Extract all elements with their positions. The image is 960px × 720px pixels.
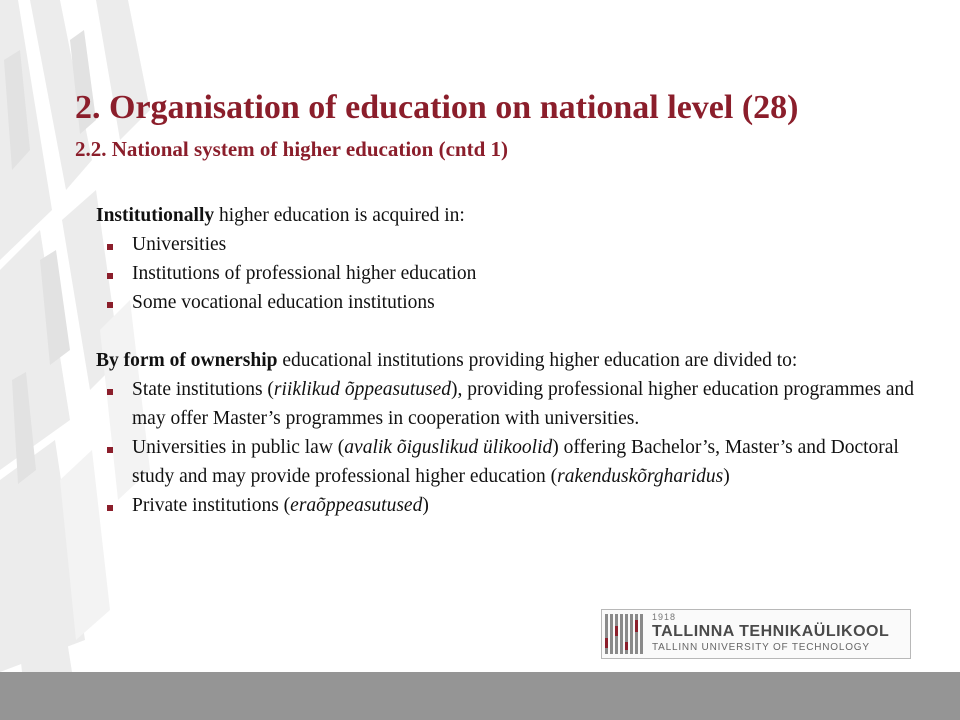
square-bullet-icon: [107, 273, 113, 279]
list-item: [96, 433, 916, 491]
institutional-lead-rest: higher education is acquired in:: [214, 205, 465, 226]
list-item-text: Institutions of professional higher education: [132, 263, 477, 284]
list-item-text: State institutions (: [132, 379, 274, 400]
list-item-text: ): [422, 495, 429, 516]
institutional-list: [96, 230, 916, 317]
ownership-lead-bold: By form of ownership: [96, 350, 278, 371]
ownership-lead-rest: educational institutions providing higher education are divided to:: [277, 350, 798, 371]
list-item-text: ): [723, 466, 730, 487]
estonian-term: riiklikud õppeasutused: [273, 379, 452, 400]
paragraph-gap: [96, 317, 916, 346]
list-item-text: Some vocational education institutions: [132, 292, 435, 313]
list-item: [96, 230, 916, 259]
list-item: [96, 491, 916, 520]
institutional-lead-bold: Institutionally: [96, 205, 215, 226]
institutional-lead: [96, 201, 916, 230]
square-bullet-icon: [107, 302, 113, 308]
list-item: [96, 288, 916, 317]
list-item-text: Universities: [132, 234, 227, 255]
list-item: [96, 259, 916, 288]
list-item: [96, 375, 916, 433]
slide-body: [96, 201, 916, 520]
slide-subtitle: 2.2. National system of higher education (cntd 1): [75, 137, 509, 161]
square-bullet-icon: [107, 244, 113, 250]
university-logo: [601, 609, 911, 659]
footer-bar: [0, 672, 960, 720]
logo-bars-icon: [604, 612, 648, 656]
list-item-text: Universities in public law (: [132, 437, 345, 458]
ownership-list: [96, 375, 916, 520]
logo-name: TALLINNA TEHNIKAÜLIKOOL: [652, 623, 890, 640]
list-item-text: Private institutions (: [132, 495, 291, 516]
estonian-term: avalik õiguslikud ülikoolid: [344, 437, 553, 458]
estonian-term: eraõppeasutused: [290, 495, 423, 516]
logo-year: 1918: [652, 612, 677, 622]
logo-subtitle: TALLINN UNIVERSITY OF TECHNOLOGY: [652, 642, 870, 653]
square-bullet-icon: [107, 505, 113, 511]
square-bullet-icon: [107, 389, 113, 395]
list-item-text: ), providing professional higher education programmes and may offer Master’s programmes in cooperation with universities.: [132, 379, 915, 429]
square-bullet-icon: [107, 447, 113, 453]
list-item-text: ) offering Bachelor’s, Master’s and Doctoral study and may provide professional higher education (: [132, 437, 899, 487]
slide-title: 2. Organisation of education on national level (28): [75, 89, 799, 126]
estonian-term: rakenduskõrgharidus: [557, 466, 724, 487]
ownership-lead: [96, 346, 916, 375]
